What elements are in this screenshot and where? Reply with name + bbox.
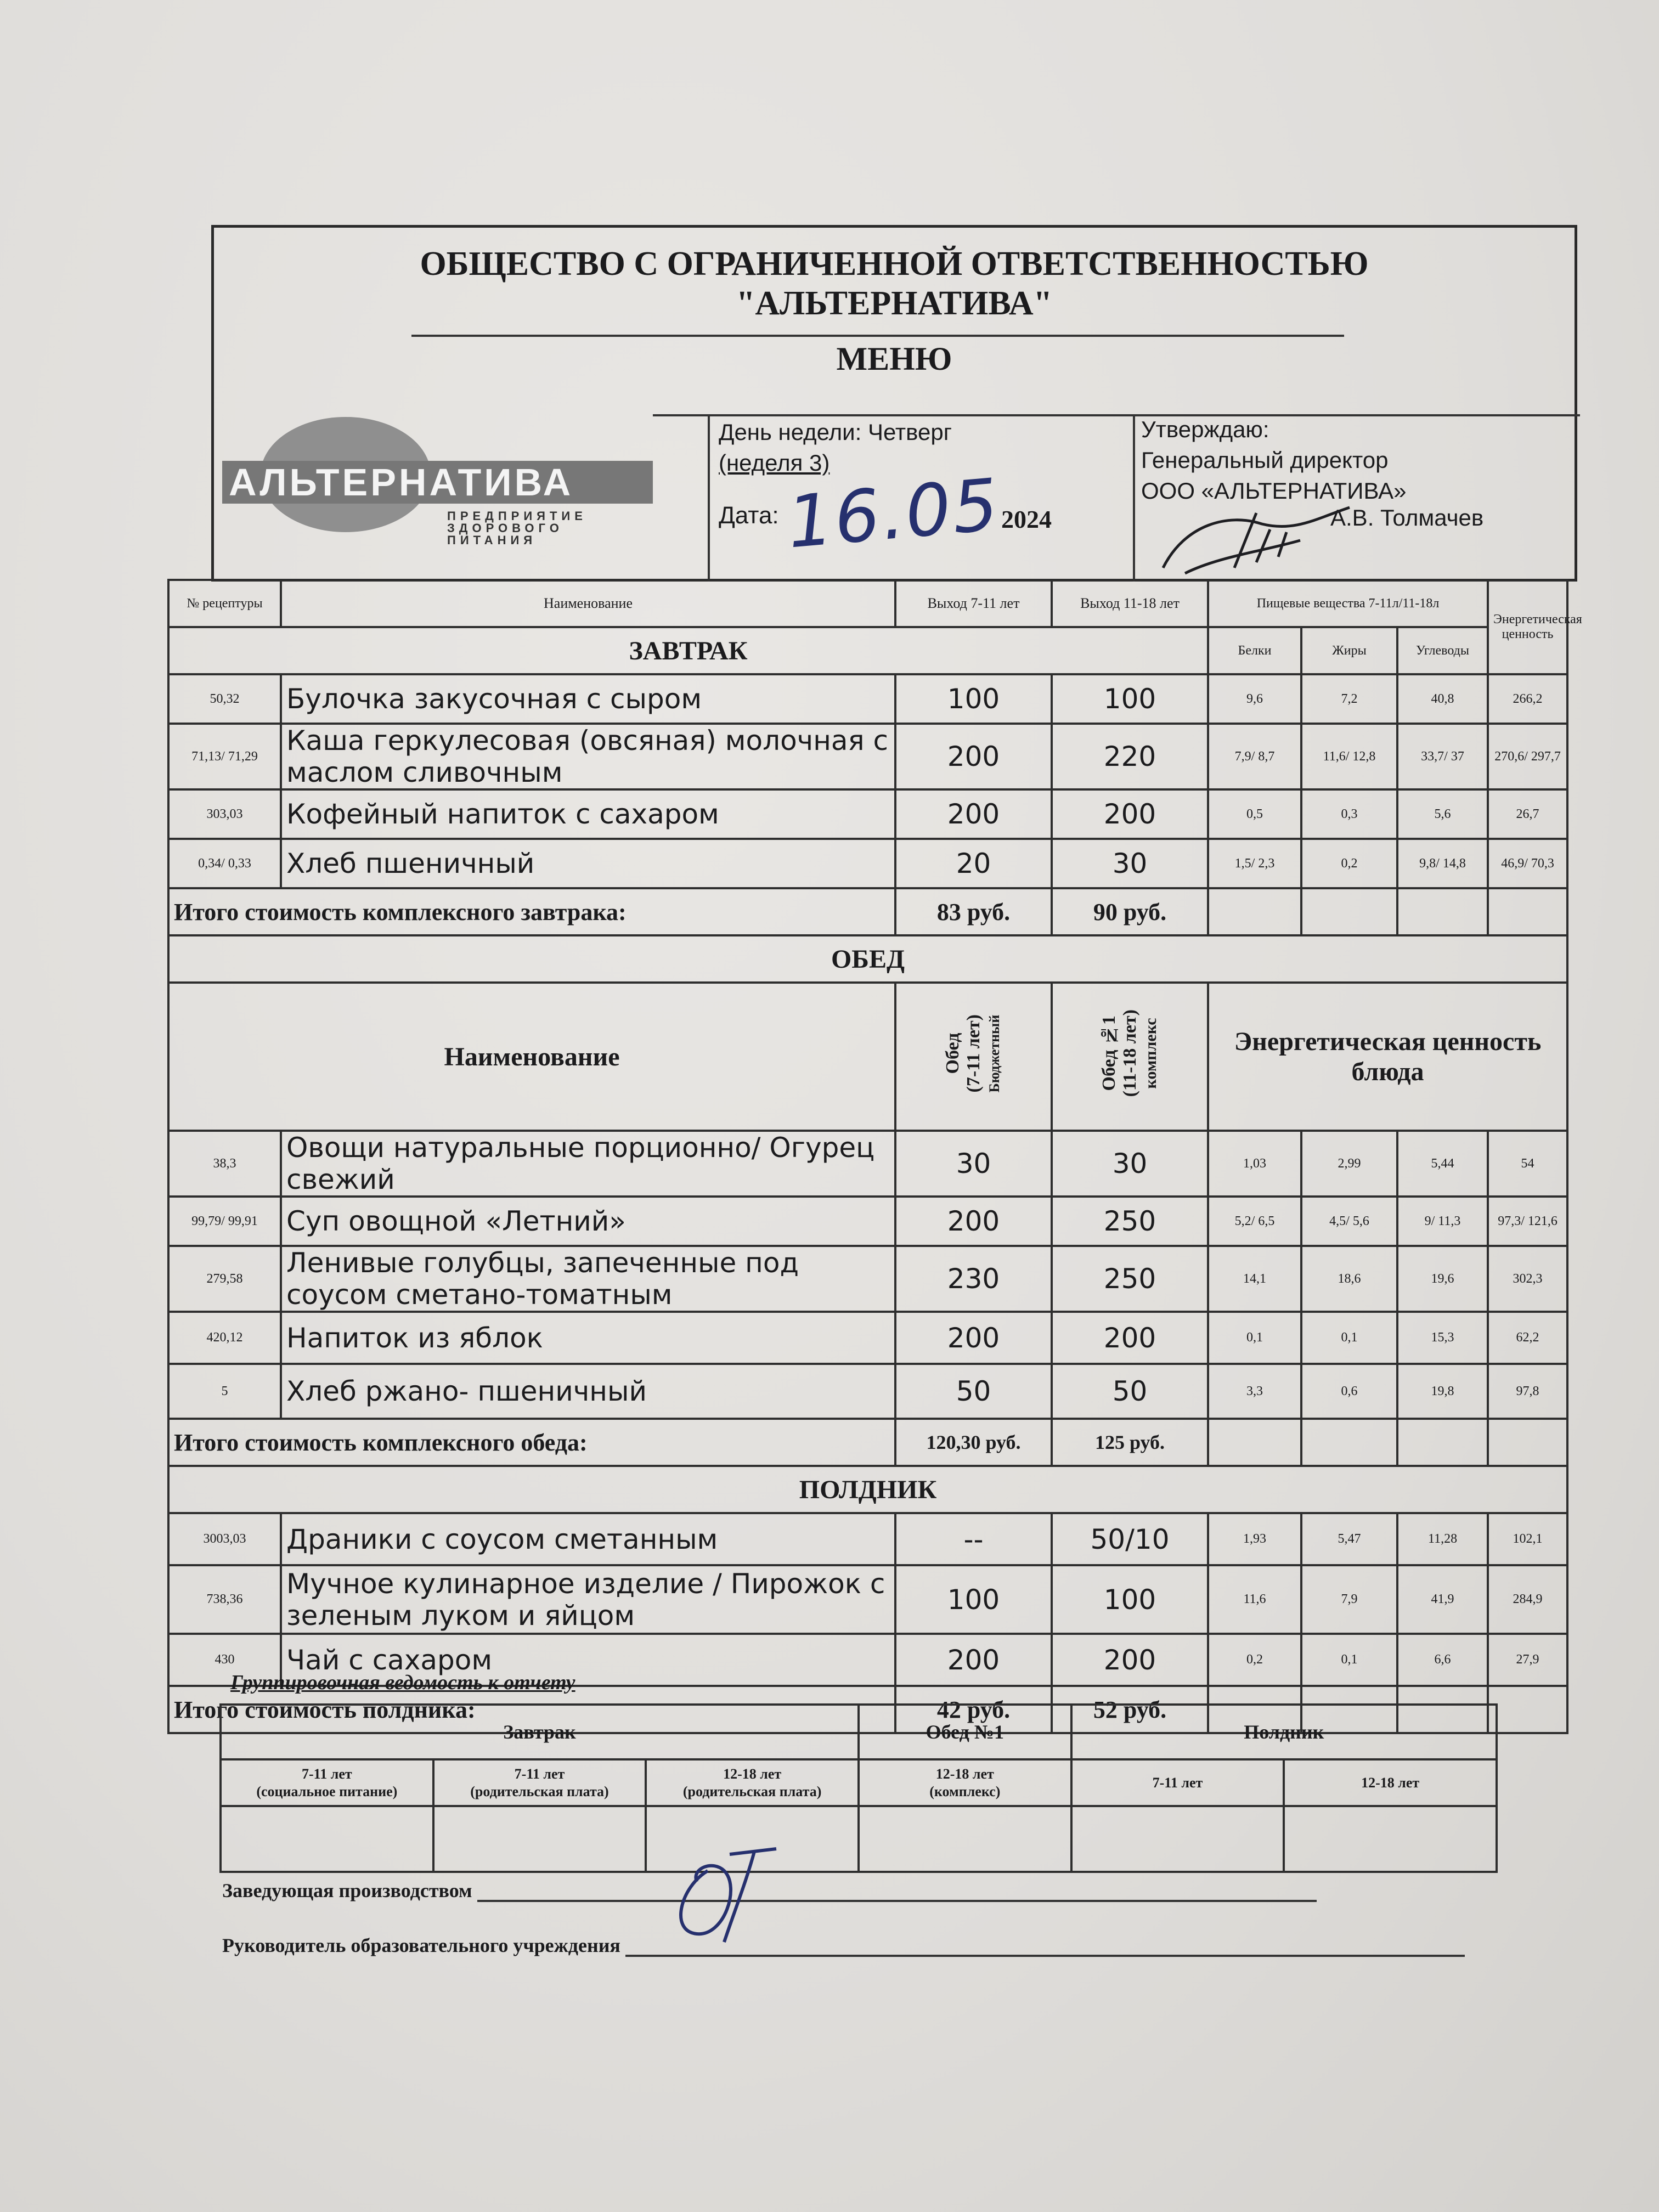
protein-value: 1,03 [1208,1131,1301,1197]
handwritten-date: 16.05 [784,462,1003,565]
recipe-number: 430 [168,1634,281,1686]
dish-name: Овощи натуральные порционно/ Огурец свежий [281,1131,895,1197]
report-lunch: Обед №1 [859,1705,1071,1759]
dish-name: Кофейный напиток с сахаром [281,789,895,839]
org-line2: "АЛЬТЕРНАТИВА" [736,285,1053,322]
menu-table [167,579,1582,1734]
energy-value: 97,8 [1488,1364,1567,1419]
table-row [168,839,1567,888]
empty-cell [1397,888,1488,935]
recipe-number: 99,79/ 99,91 [168,1197,281,1246]
output-11-18: 200 [1052,1634,1208,1686]
output-11-18: 200 [1052,1312,1208,1364]
institution-head-label: Руководитель образовательного учреждения [222,1934,620,1956]
protein-value: 0,1 [1208,1312,1301,1364]
header-vertical-divider [708,414,710,582]
empty-cell [1397,1419,1488,1466]
date-label: Дата: [719,502,779,529]
col-fat: Жиры [1301,627,1397,674]
carbs-value: 33,7/ 37 [1397,724,1488,789]
col-name: Наименование [281,580,895,627]
recipe-number: 38,3 [168,1131,281,1197]
output-7-11: 50 [895,1364,1052,1419]
logo-wordmark: АЛЬТЕРНАТИВА [222,461,653,504]
carbs-value: 6,6 [1397,1634,1488,1686]
snack-total-7-11: 42 руб. [895,1686,1052,1733]
output-7-11: 100 [895,674,1052,724]
output-7-11: 200 [895,1634,1052,1686]
breakfast-rows [168,674,1567,888]
recipe-number: 0,34/ 0,33 [168,839,281,888]
fat-value: 0,1 [1301,1634,1397,1686]
dish-name: Напиток из яблок [281,1312,895,1364]
director-signature-icon [1152,491,1372,584]
dish-name: Ленивые голубцы, запеченные под соусом сметано-томатным [281,1246,895,1312]
col-output-7-11: Выход 7-11 лет [895,580,1052,627]
report-breakfast: Завтрак [221,1705,859,1759]
menu-title: МЕНЮ [836,341,952,377]
energy-value: 62,2 [1488,1312,1567,1364]
date-year: 2024 [1001,505,1052,533]
production-head-label: Заведующая производством [222,1880,472,1901]
fat-value: 0,3 [1301,789,1397,839]
output-7-11: 200 [895,724,1052,789]
title-divider [411,335,1344,337]
table-row [168,1197,1567,1246]
fat-value: 0,2 [1301,839,1397,888]
logo-tagline: ПРЕДПРИЯТИЕ ЗДОРОВОГО ПИТАНИЯ [447,509,587,547]
fat-value: 5,47 [1301,1513,1397,1565]
col-carbs: Углеводы [1397,627,1488,674]
report-value-cell [1071,1806,1284,1872]
approval-block: Утверждаю: Генеральный директор ООО «АЛЬТЕРНАТИВА» [1141,416,1407,504]
table-row [168,1246,1567,1312]
fat-value: 2,99 [1301,1131,1397,1197]
dish-name: Каша геркулесовая (овсяная) молочная с маслом сливочным [281,724,895,789]
energy-value: 27,9 [1488,1634,1567,1686]
carbs-value: 5,44 [1397,1131,1488,1197]
fat-value: 4,5/ 5,6 [1301,1197,1397,1246]
empty-cell [1301,1419,1397,1466]
breakfast-total-label: Итого стоимость комплексного завтрака: [168,888,895,935]
report-value-cell [221,1806,433,1872]
snack-total-label: Итого стоимость полдника: [168,1686,895,1733]
energy-value: 97,3/ 121,6 [1488,1197,1567,1246]
report-col-lunch-complex: 12-18 лет (комплекс) [859,1759,1071,1806]
energy-value: 102,1 [1488,1513,1567,1565]
report-value-cell [859,1806,1071,1872]
recipe-number: 5 [168,1364,281,1419]
output-7-11: 200 [895,1197,1052,1246]
recipe-number: 50,32 [168,674,281,724]
signature-line [625,1955,1465,1957]
table-row [168,1312,1567,1364]
header-vertical-divider [1133,414,1135,582]
carbs-value: 41,9 [1397,1565,1488,1634]
report-col-snack-12-18: 12-18 лет [1284,1759,1497,1806]
dish-name: Драники с соусом сметанным [281,1513,895,1565]
protein-value: 9,6 [1208,674,1301,724]
recipe-number: 303,03 [168,789,281,839]
recipe-number: 3003,03 [168,1513,281,1565]
report-col-breakfast-parent-12-18: 12-18 лет (родительская плата) [646,1759,859,1806]
recipe-number: 420,12 [168,1312,281,1364]
dish-name: Суп овощной «Летний» [281,1197,895,1246]
director-name: А.В. Толмачев [1330,505,1484,531]
empty-cell [1488,888,1567,935]
output-7-11: 230 [895,1246,1052,1312]
carbs-value: 19,6 [1397,1246,1488,1312]
protein-value: 7,9/ 8,7 [1208,724,1301,789]
col-output-11-18: Выход 11-18 лет [1052,580,1208,627]
protein-value: 1,93 [1208,1513,1301,1565]
report-value-cell [433,1806,646,1872]
protein-value: 5,2/ 6,5 [1208,1197,1301,1246]
output-11-18: 200 [1052,789,1208,839]
lunch-title: ОБЕД [168,935,1567,983]
protein-value: 0,2 [1208,1634,1301,1686]
breakfast-title: ЗАВТРАК [168,627,1208,674]
table-row [168,1364,1567,1419]
empty-cell [1488,1419,1567,1466]
protein-value: 11,6 [1208,1565,1301,1634]
fat-value: 18,6 [1301,1246,1397,1312]
carbs-value: 40,8 [1397,674,1488,724]
table-row [168,1565,1567,1634]
empty-cell [1301,888,1397,935]
output-7-11: 200 [895,1312,1052,1364]
lunch-col-budget: Обед (7-11 лет) Бюджетный [895,983,1052,1131]
carbs-value: 11,28 [1397,1513,1488,1565]
output-7-11: -- [895,1513,1052,1565]
output-7-11: 200 [895,789,1052,839]
fat-value: 0,1 [1301,1312,1397,1364]
table-row [168,1513,1567,1565]
empty-cell [1208,888,1301,935]
carbs-value: 5,6 [1397,789,1488,839]
table-row [168,1131,1567,1197]
lunch-total-label: Итого стоимость комплексного обеда: [168,1419,895,1466]
empty-cell [1488,1686,1567,1733]
protein-value: 3,3 [1208,1364,1301,1419]
snack-rows [168,1513,1567,1686]
snack-total-11-18: 52 руб. [1052,1686,1208,1733]
report-col-snack-7-11: 7-11 лет [1071,1759,1284,1806]
protein-value: 1,5/ 2,3 [1208,839,1301,888]
lunch-col-complex: Обед №1 (11-18 лет) комплекс [1052,983,1208,1131]
organization-title [214,244,1575,323]
snack-title: ПОЛДНИК [168,1466,1567,1513]
output-11-18: 30 [1052,839,1208,888]
report-title: Группировочная ведомость к отчету [230,1671,575,1694]
institution-head-line [222,1934,1465,1957]
report-col-breakfast-parent-7-11: 7-11 лет (родительская плата) [433,1759,646,1806]
energy-value: 26,7 [1488,789,1567,839]
output-11-18: 250 [1052,1246,1208,1312]
carbs-value: 9,8/ 14,8 [1397,839,1488,888]
lunch-total-7-11: 120,30 руб. [895,1419,1052,1466]
output-11-18: 30 [1052,1131,1208,1197]
company-logo [222,417,661,576]
week-label: (неделя 3) [719,450,830,476]
energy-value: 54 [1488,1131,1567,1197]
col-recipe: № рецептуры [168,580,281,627]
energy-value: 302,3 [1488,1246,1567,1312]
recipe-number: 279,58 [168,1246,281,1312]
output-11-18: 220 [1052,724,1208,789]
carbs-value: 19,8 [1397,1364,1488,1419]
lunch-rows [168,1131,1567,1419]
recipe-number: 71,13/ 71,29 [168,724,281,789]
dish-name: Чай с сахаром [281,1634,895,1686]
output-7-11: 100 [895,1565,1052,1634]
signature-line [477,1900,1317,1902]
report-table [219,1703,1498,1873]
fat-value: 7,2 [1301,674,1397,724]
day-of-week: День недели: Четверг [719,419,952,445]
carbs-value: 9/ 11,3 [1397,1197,1488,1246]
carbs-value: 15,3 [1397,1312,1488,1364]
production-head-signature-icon [658,1838,801,1948]
lunch-total-11-18: 125 руб. [1052,1419,1208,1466]
col-energy: Энергетическая ценность [1488,580,1567,674]
org-line1: ОБЩЕСТВО С ОГРАНИЧЕННОЙ ОТВЕТСТВЕННОСТЬЮ [420,245,1369,283]
protein-value: 0,5 [1208,789,1301,839]
output-11-18: 100 [1052,1565,1208,1634]
output-7-11: 20 [895,839,1052,888]
report-value-cell [1284,1806,1497,1872]
breakfast-total-7-11: 83 руб. [895,888,1052,935]
breakfast-total-11-18: 90 руб. [1052,888,1208,935]
fat-value: 7,9 [1301,1565,1397,1634]
dish-name: Мучное кулинарное изделие / Пирожок с зеленым луком и яйцом [281,1565,895,1634]
header-box [211,225,1577,582]
fat-value: 0,6 [1301,1364,1397,1419]
output-11-18: 250 [1052,1197,1208,1246]
col-protein: Белки [1208,627,1301,674]
empty-cell [1208,1419,1301,1466]
dish-name: Хлеб ржано- пшеничный [281,1364,895,1419]
col-nutrients: Пищевые вещества 7-11л/11-18л [1208,580,1488,627]
table-row [168,674,1567,724]
lunch-col-name: Наименование [168,983,895,1131]
recipe-number: 738,36 [168,1565,281,1634]
energy-value: 266,2 [1488,674,1567,724]
output-7-11: 30 [895,1131,1052,1197]
report-col-breakfast-social: 7-11 лет (социальное питание) [221,1759,433,1806]
dish-name: Булочка закусочная с сыром [281,674,895,724]
report-snack: Полдник [1071,1705,1497,1759]
output-11-18: 50/10 [1052,1513,1208,1565]
protein-value: 14,1 [1208,1246,1301,1312]
output-11-18: 100 [1052,674,1208,724]
energy-value: 270,6/ 297,7 [1488,724,1567,789]
lunch-col-energy: Энергетическая ценность блюда [1208,983,1567,1131]
table-row [168,724,1567,789]
fat-value: 11,6/ 12,8 [1301,724,1397,789]
energy-value: 284,9 [1488,1565,1567,1634]
output-11-18: 50 [1052,1364,1208,1419]
table-row [168,789,1567,839]
dish-name: Хлеб пшеничный [281,839,895,888]
energy-value: 46,9/ 70,3 [1488,839,1567,888]
